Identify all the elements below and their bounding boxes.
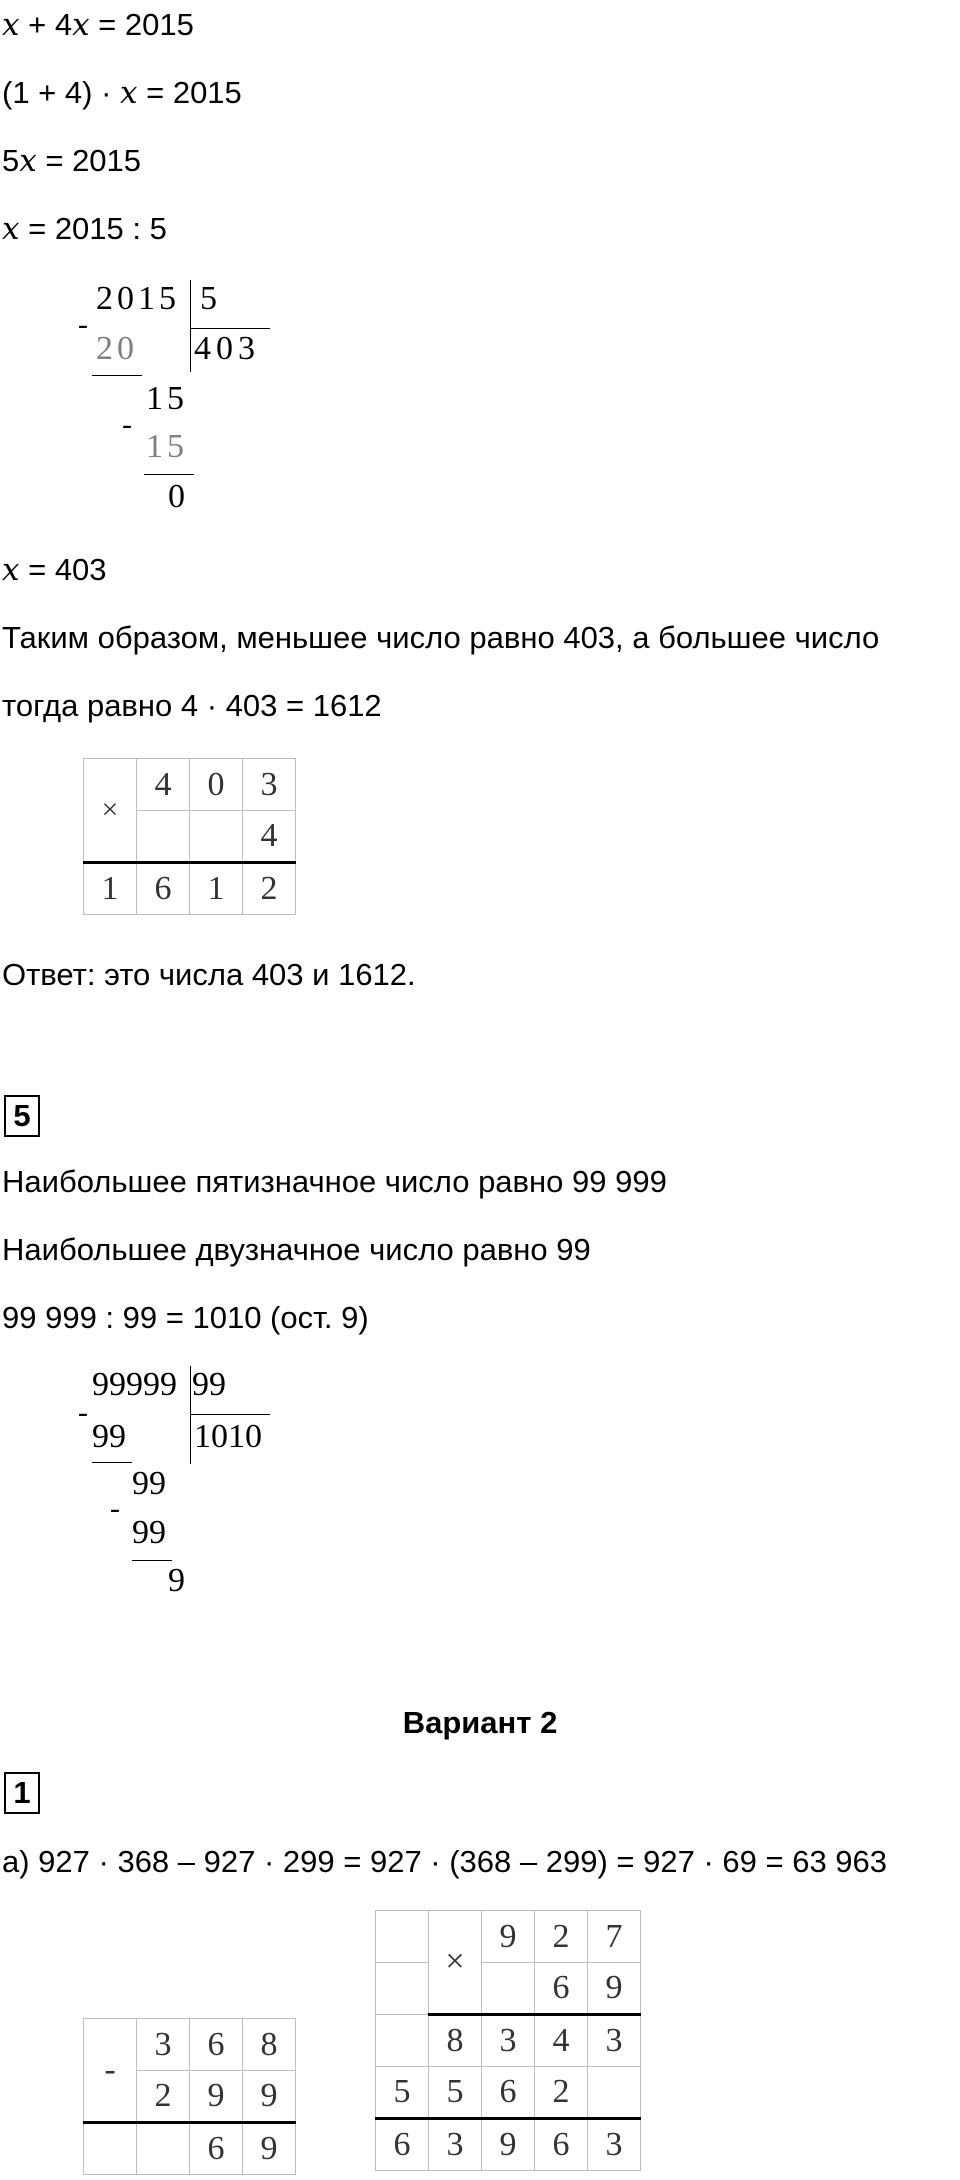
task-number-box: 5 — [4, 1095, 40, 1137]
grid-cell — [376, 1963, 429, 2015]
grid-cell: 3 — [243, 759, 296, 811]
grid-cell: 4 — [137, 759, 190, 811]
equation-2: (1 + 4) · x = 2015 — [2, 75, 242, 111]
grid-cell: 2 — [535, 1911, 588, 1963]
dividend: 2015 — [96, 280, 180, 317]
grid-cell: 3 — [137, 2019, 190, 2071]
grid-cell: 9 — [243, 2123, 296, 2175]
grid-cell — [588, 2067, 641, 2119]
dividend: 99999 — [92, 1366, 177, 1403]
underline-1 — [92, 1462, 132, 1463]
task5-line-3: 99 999 : 99 = 1010 (ост. 9) — [2, 1300, 369, 1335]
grid-cell: 9 — [482, 1911, 535, 1963]
grid-cell: 3 — [588, 2119, 641, 2171]
equation-result: x = 403 — [2, 552, 107, 588]
grid-cell: 6 — [190, 2123, 243, 2175]
grid-cell: 9 — [243, 2071, 296, 2123]
grid-cell — [376, 2015, 429, 2067]
grid-cell: 8 — [429, 2015, 482, 2067]
underline-2 — [144, 474, 194, 475]
grid-cell: 7 — [588, 1911, 641, 1963]
grid-cell: 4 — [535, 2015, 588, 2067]
grid-cell: 4 — [243, 811, 296, 863]
subtrahend-2: 15 — [146, 428, 188, 465]
minus-sign: - — [78, 1396, 88, 1429]
remainder-1: 99 — [132, 1465, 166, 1502]
underline-1 — [92, 375, 142, 376]
grid-cell: 6 — [190, 2019, 243, 2071]
grid-cell — [137, 2123, 190, 2175]
grid-cell: 9 — [588, 1963, 641, 2015]
quotient-line — [190, 1414, 270, 1415]
minus-sign: - — [110, 1492, 120, 1525]
minus-sign: - — [84, 2019, 137, 2123]
grid-cell — [482, 1963, 535, 2015]
subtraction-grid — [83, 2018, 296, 2175]
grid-cell: 6 — [482, 2067, 535, 2119]
subtrahend-1: 20 — [96, 330, 138, 367]
grid-cell: 8 — [243, 2019, 296, 2071]
minus-sign: - — [122, 408, 132, 441]
grid-cell — [137, 811, 190, 863]
grid-cell — [190, 811, 243, 863]
grid-cell: 5 — [376, 2067, 429, 2119]
quotient: 1010 — [194, 1418, 262, 1455]
grid-cell: 6 — [535, 1963, 588, 2015]
subtrahend-2: 99 — [132, 1514, 166, 1551]
final-remainder: 0 — [168, 478, 185, 515]
multiplication-grid-927x69 — [375, 1910, 641, 2171]
multiply-sign: × — [84, 759, 137, 863]
variant-heading: Вариант 2 — [402, 1705, 558, 1740]
grid-cell: 5 — [429, 2067, 482, 2119]
division-bar — [190, 280, 191, 372]
conclusion-text: Таким образом, меньшее число равно 403, а большее число — [2, 620, 880, 655]
grid-cell: 6 — [137, 863, 190, 915]
grid-cell: 9 — [190, 2071, 243, 2123]
remainder-1: 15 — [146, 380, 188, 417]
quotient-line — [190, 328, 270, 329]
grid-cell: 3 — [588, 2015, 641, 2067]
grid-cell: 3 — [482, 2015, 535, 2067]
subtrahend-1: 99 — [92, 1418, 126, 1455]
grid-cell: 1 — [84, 863, 137, 915]
grid-cell: 3 — [429, 2119, 482, 2171]
grid-cell: 9 — [482, 2119, 535, 2171]
grid-cell: 6 — [376, 2119, 429, 2171]
grid-cell — [84, 2123, 137, 2175]
grid-cell: 2 — [137, 2071, 190, 2123]
equation-4: x = 2015 : 5 — [2, 211, 167, 247]
divisor: 99 — [192, 1366, 226, 1403]
underline-2 — [132, 1560, 172, 1561]
final-remainder: 9 — [168, 1562, 185, 1599]
task1-line-a: а) 927 · 368 – 927 · 299 = 927 · (368 – 299) = 927 · 69 = 63 963 — [2, 1844, 888, 1879]
task5-line-2: Наибольшее двузначное число равно 99 — [2, 1232, 591, 1267]
multiply-sign: × — [429, 1911, 482, 2015]
grid-cell: 0 — [190, 759, 243, 811]
divisor: 5 — [200, 280, 217, 317]
equation-3: 5x = 2015 — [2, 143, 142, 179]
equation-1: x + 4x = 2015 — [2, 7, 194, 43]
minus-sign: - — [78, 308, 88, 341]
grid-cell: 1 — [190, 863, 243, 915]
quotient: 403 — [194, 330, 260, 367]
task-number-box: 1 — [4, 1772, 40, 1814]
division-bar — [190, 1366, 191, 1464]
grid-cell: 2 — [243, 863, 296, 915]
calculation-text: тогда равно 4 · 403 = 1612 — [2, 688, 382, 723]
grid-cell: 6 — [535, 2119, 588, 2171]
task5-line-1: Наибольшее пятизначное число равно 99 999 — [2, 1164, 667, 1199]
grid-cell — [376, 1911, 429, 1963]
grid-cell: 2 — [535, 2067, 588, 2119]
multiplication-grid-403x4 — [83, 758, 296, 915]
answer-text: Ответ: это числа 403 и 1612. — [2, 957, 416, 992]
